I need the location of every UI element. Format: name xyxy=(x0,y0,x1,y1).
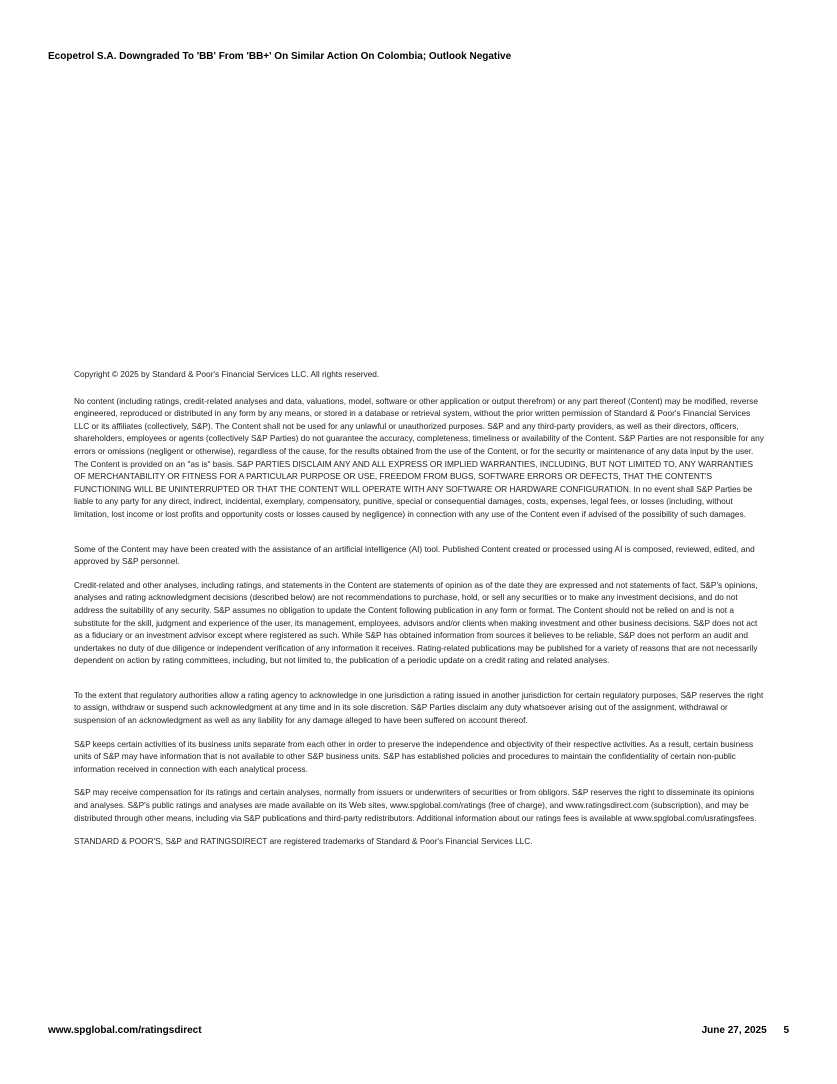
disclaimer-paragraph-content-use: No content (including ratings, credit-related analyses and data, valuations, model, software or other application or output therefrom) or any part thereof (Content) may be modified, reverse engineered, reproduced or distributed in any form by any means, or stored in a database or retrieval system, without the prior written permission of Standard & Poor's Financial Services LLC or its affiliates (collectively, S&P). The Content shall not be used for any unlawful or unauthorized purposes. S&P and any third-party providers, as well as their directors, officers, shareholders, employees or agents (collectively S&P Parties) do not guarantee the accuracy, completeness, timeliness or availability of the Content. S&P Parties are not responsible for any errors or omissions (negligent or otherwise), regardless of the cause, for the results obtained from the use of the Content, or for the security or maintenance of any data input by the user. The Content is provided on an "as is" basis. S&P PARTIES DISCLAIM ANY AND ALL EXPRESS OR IMPLIED WARRANTIES, INCLUDING, BUT NOT LIMITED TO, ANY WARRANTIES OF MERCHANTABILITY OR FITNESS FOR A PARTICULAR PURPOSE OR USE, FREEDOM FROM BUGS, SOFTWARE ERRORS OR DEFECTS, THAT THE CONTENT'S FUNCTIONING WILL BE UNINTERRUPTED OR THAT THE CONTENT WILL OPERATE WITH ANY SOFTWARE OR HARDWARE CONFIGURATION. In no event shall S&P Parties be liable to any party for any direct, indirect, incidental, exemplary, compensatory, punitive, special or consequential damages, costs, expenses, legal fees, or losses (including, without limitation, lost income or lost profits and opportunity costs or losses caused by negligence) in connection with any use of the Content even if advised of the possibility of such damages. xyxy=(74,395,764,519)
footer-meta xyxy=(702,1025,789,1036)
disclaimer-paragraph-compensation: S&P may receive compensation for its ratings and certain analyses, normally from issuers or underwriters of securities or from obligors. S&P reserves the right to disseminate its opinions and analyses. S&P's public ratings and analyses are made available on its Web sites, www.spglobal.com/ratings (free of charge), and www.ratingsdirect.com (subscription), and may be distributed through other means, including via S&P publications and third-party redistributors. Additional information about our ratings fees is available at www.spglobal.com/usratingsfees. xyxy=(74,787,757,823)
disclaimer-paragraph-trademarks: STANDARD & POOR'S, S&P and RATINGSDIRECT are registered trademarks of Standard & Poor's Financial Services LLC. xyxy=(74,836,533,847)
page-title: Ecopetrol S.A. Downgraded To 'BB' From 'BB+' On Similar Action On Colombia; Outlook Negative xyxy=(48,51,512,62)
footer-date: June 27, 2025 xyxy=(701,1025,767,1036)
footer-url-link[interactable]: www.spglobal.com/ratingsdirect xyxy=(48,1025,202,1036)
copyright-notice: Copyright © 2025 by Standard & Poor's Financial Services LLC. All rights reserved. xyxy=(74,369,380,379)
disclaimer-paragraph-separation: S&P keeps certain activities of its business units separate from each other in order to preserve the independence and objectivity of their respective activities. As a result, certain business units of S&P may have information that is not available to other S&P business units. S&P has established policies and procedures to maintain the confidentiality of certain non-public information received in connection with each analytical process. xyxy=(74,738,754,774)
disclaimer-section xyxy=(74,368,764,848)
disclaimer-paragraph-regulatory: To the extent that regulatory authorities allow a rating agency to acknowledge in one jurisdiction a rating issued in another jurisdiction for certain regulatory purposes, S&P reserves the right to assign, withdraw or suspend such acknowledgment at any time and in its sole discretion. S&P Parties disclaim any duty whatsoever arising out of the assignment, withdrawal or suspension of an acknowledgment as well as any liability for any damage alleged to have been suffered on account thereof. xyxy=(74,689,764,726)
disclaimer-paragraph-opinions: Credit-related and other analyses, including ratings, and statements in the Content are statements of opinion as of the date they are expressed and not statements of fact. S&P's opinions, analyses and rating acknowledgment decisions (described below) are not recommendations to purchase, hold, or sell any securities or to make any investment decisions, and do not address the suitability of any security. S&P assumes no obligation to update the Content following publication in any form or format. The Content should not be relied on and is not a substitute for the skill, judgment and experience of the user, its management, employees, advisors and/or clients when making investment and other business decisions. S&P does not act as a fiduciary or an investment advisor except where registered as such. While S&P has obtained information from sources it believes to be reliable, S&P does not perform an audit and undertakes no duty of due diligence or independent verification of any information it receives. Rating-related publications may be published for a variety of reasons that are not necessarily dependent on action by rating committees, including, but not limited to, the publication of a periodic update on a credit rating and related analyses. xyxy=(74,579,758,666)
page-number: 5 xyxy=(783,1025,789,1036)
disclaimer-paragraph-ai: Some of the Content may have been created with the assistance of an artificial intelligence (AI) tool. Published Content created or processed using AI is composed, reviewed, edited, and approved by S&P personnel. xyxy=(74,543,755,567)
